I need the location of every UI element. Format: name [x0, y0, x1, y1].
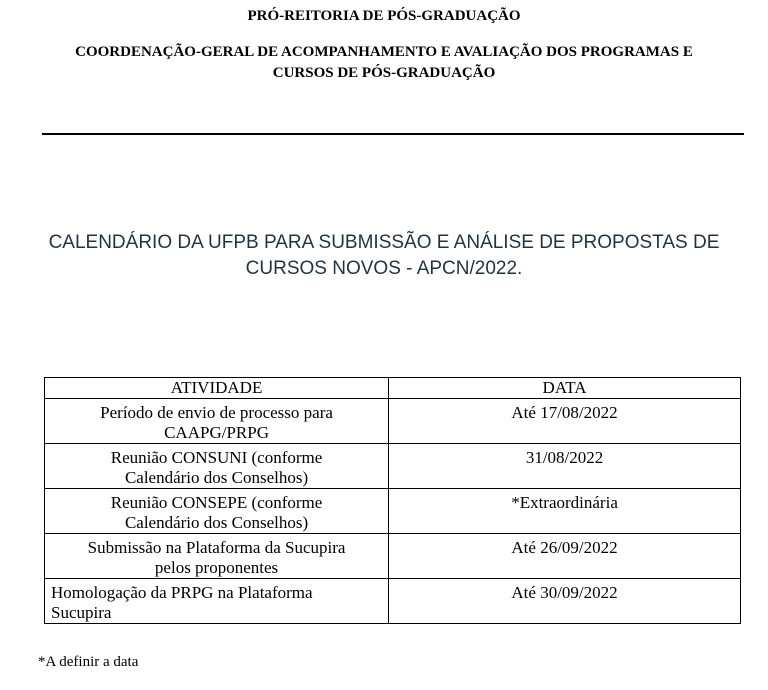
- activity-text-line2: CAAPG/PRPG: [164, 423, 269, 442]
- activity-cell: [45, 489, 389, 534]
- table-row: [45, 489, 741, 534]
- header-coordenacao-line2: CURSOS DE PÓS-GRADUAÇÃO: [272, 65, 496, 81]
- page-title-line1: CALENDÁRIO DA UFPB PARA SUBMISSÃO E ANÁLISE DE PROPOSTAS DE: [48, 232, 720, 253]
- activity-text-line2: Calendário dos Conselhos): [124, 513, 309, 532]
- activity-text-line1: Submissão na Plataforma da Sucupira: [87, 538, 346, 557]
- activity-cell: [45, 579, 389, 624]
- footnote: *A definir a data: [38, 654, 139, 670]
- date-cell: Até 30/09/2022: [389, 579, 741, 624]
- activity-text-line2: Sucupira: [51, 603, 112, 622]
- table-row: [45, 444, 741, 489]
- activity-text-line1: Reunião CONSEPE (conforme: [110, 493, 323, 512]
- column-header-date: DATA: [389, 378, 741, 399]
- page-title-line2: CURSOS NOVOS - APCN/2022.: [245, 258, 523, 279]
- header-coordenacao: [30, 42, 738, 84]
- activity-text-line2: Calendário dos Conselhos): [124, 468, 309, 487]
- column-header-activity: ATIVIDADE: [45, 378, 389, 399]
- page-title: [20, 230, 748, 282]
- date-cell: 31/08/2022: [389, 444, 741, 489]
- date-cell: Até 17/08/2022: [389, 399, 741, 444]
- table-row: [45, 579, 741, 624]
- activity-text-line1: Reunião CONSUNI (conforme: [110, 448, 323, 467]
- activity-cell: [45, 534, 389, 579]
- table-row: [45, 399, 741, 444]
- table-header-row: [45, 378, 741, 399]
- header-pro-reitoria: PRÓ-REITORIA DE PÓS-GRADUAÇÃO: [247, 8, 521, 24]
- header-coordenacao-line1: COORDENAÇÃO-GERAL DE ACOMPANHAMENTO E AVALIAÇÃO DOS PROGRAMAS E: [75, 44, 693, 60]
- activity-cell: [45, 399, 389, 444]
- date-cell: *Extraordinária: [389, 489, 741, 534]
- schedule-table: [44, 377, 741, 624]
- activity-text-line1: Período de envio de processo para: [100, 403, 333, 422]
- date-cell: Até 26/09/2022: [389, 534, 741, 579]
- activity-text-line2: pelos proponentes: [154, 558, 279, 577]
- header-divider: [42, 133, 744, 135]
- activity-text-line1: Homologação da PRPG na Plataforma: [51, 583, 313, 602]
- activity-cell: [45, 444, 389, 489]
- table-row: [45, 534, 741, 579]
